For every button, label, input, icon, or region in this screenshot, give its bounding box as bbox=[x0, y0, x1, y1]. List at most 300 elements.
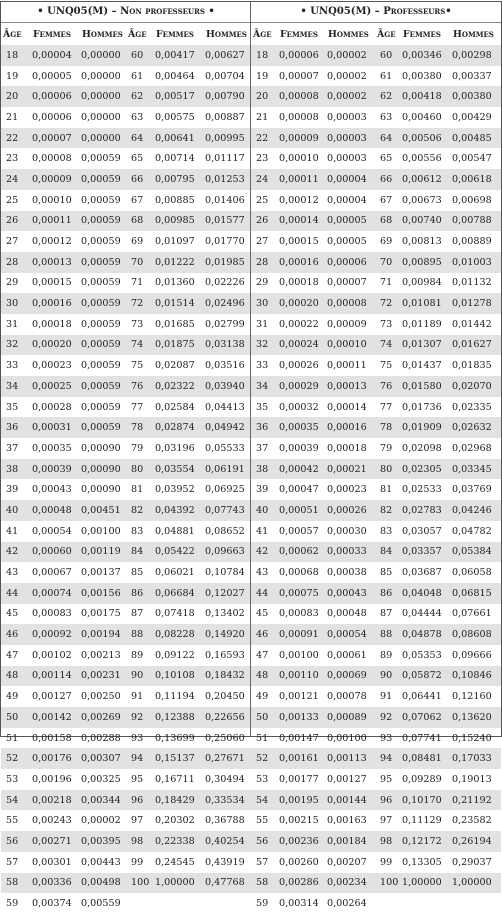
femmes-cell: 0,00271 bbox=[31, 831, 80, 852]
age-cell bbox=[375, 893, 401, 914]
table-row bbox=[1, 645, 251, 666]
hommes-cell: 0,00048 bbox=[327, 608, 367, 620]
hommes-cell: 0,04942 bbox=[204, 417, 251, 438]
hommes-cell: 0,00498 bbox=[80, 873, 126, 894]
age-cell: 42 bbox=[1, 542, 31, 563]
hommes-cell: 0,00100 bbox=[327, 732, 367, 744]
hommes-cell: 0,00026 bbox=[326, 500, 375, 521]
age-cell: 71 bbox=[131, 277, 144, 289]
column-header: Âge bbox=[377, 28, 396, 40]
hommes-cell: 0,02632 bbox=[451, 417, 501, 438]
femmes-cell: 0,04444 bbox=[402, 608, 442, 620]
femmes-cell: 0,00060 bbox=[31, 542, 80, 563]
age-cell: 38 bbox=[251, 459, 278, 480]
age-cell: 50 bbox=[1, 707, 31, 728]
femmes-cell: 0,00042 bbox=[278, 459, 326, 480]
hommes-cell: 0,00175 bbox=[81, 608, 121, 620]
hommes-cell: 0,00485 bbox=[451, 128, 501, 149]
femmes-cell: 0,01360 bbox=[155, 277, 195, 289]
hommes-cell: 0,00344 bbox=[80, 790, 126, 811]
table-row bbox=[251, 604, 501, 625]
femmes-cell: 0,00158 bbox=[32, 732, 72, 744]
hommes-cell: 0,00059 bbox=[80, 376, 126, 397]
femmes-cell: 0,00018 bbox=[279, 277, 319, 289]
hommes-cell: 0,01770 bbox=[205, 236, 245, 248]
hommes-cell: 0,33534 bbox=[204, 790, 251, 811]
table-row bbox=[251, 66, 501, 87]
hommes-cell: 0,13620 bbox=[451, 707, 501, 728]
hommes-cell: 0,00007 bbox=[327, 277, 367, 289]
age-cell: 33 bbox=[256, 360, 269, 372]
age-cell: 69 bbox=[131, 236, 144, 248]
femmes-cell: 0,02783 bbox=[401, 500, 451, 521]
age-cell: 77 bbox=[380, 401, 393, 413]
table-row bbox=[251, 107, 501, 128]
table-row bbox=[251, 769, 501, 790]
age-cell: 51 bbox=[6, 732, 19, 744]
hommes-cell: 0,00061 bbox=[327, 649, 367, 661]
table-non-professeurs bbox=[1, 1, 251, 914]
hommes-cell: 0,09666 bbox=[452, 649, 492, 661]
femmes-cell: 0,00243 bbox=[32, 815, 72, 827]
hommes-cell: 0,01985 bbox=[204, 252, 251, 273]
column-header: Hommes bbox=[82, 28, 123, 40]
femmes-cell: 0,02584 bbox=[155, 401, 195, 413]
column-header: Hommes bbox=[328, 28, 369, 40]
femmes-cell: 0,00218 bbox=[31, 790, 80, 811]
age-cell: 31 bbox=[6, 318, 19, 330]
hommes-cell: 0,06058 bbox=[452, 567, 492, 579]
femmes-cell: 0,00127 bbox=[32, 691, 72, 703]
table-title: • UNQ05(M) – Non professeurs • bbox=[1, 1, 251, 23]
age-cell: 78 bbox=[375, 417, 401, 438]
hommes-cell: 0,00008 bbox=[326, 293, 375, 314]
femmes-cell: 0,00006 bbox=[31, 86, 80, 107]
femmes-cell: 0,00016 bbox=[31, 293, 80, 314]
hommes-cell: 0,00000 bbox=[81, 70, 121, 82]
femmes-cell: 0,00236 bbox=[278, 831, 326, 852]
age-cell: 75 bbox=[380, 360, 393, 372]
age-cell: 55 bbox=[6, 815, 19, 827]
age-cell: 22 bbox=[251, 128, 278, 149]
femmes-cell: 0,00740 bbox=[401, 211, 451, 232]
table-row bbox=[1, 831, 251, 852]
age-cell: 82 bbox=[375, 500, 401, 521]
femmes-cell: 0,00020 bbox=[31, 335, 80, 356]
table-row bbox=[1, 604, 251, 625]
age-cell: 78 bbox=[126, 417, 154, 438]
hommes-cell: 0,01253 bbox=[204, 169, 251, 190]
age-cell: 31 bbox=[256, 318, 269, 330]
hommes-cell: 0,10784 bbox=[205, 567, 245, 579]
table-row bbox=[251, 459, 501, 480]
table-row bbox=[1, 231, 251, 252]
table-row bbox=[251, 376, 501, 397]
hommes-cell: 0,04782 bbox=[452, 525, 492, 537]
hommes-cell: 0,00337 bbox=[452, 70, 492, 82]
age-cell: 59 bbox=[256, 898, 269, 910]
table-professeurs bbox=[251, 1, 501, 914]
femmes-cell: 0,15137 bbox=[154, 748, 204, 769]
age-cell: 57 bbox=[6, 856, 19, 868]
age-cell: 60 bbox=[375, 45, 401, 66]
femmes-cell: 0,00673 bbox=[402, 194, 442, 206]
hommes-cell: 0,00059 bbox=[80, 417, 126, 438]
femmes-cell: 0,00051 bbox=[278, 500, 326, 521]
femmes-cell: 0,12388 bbox=[154, 707, 204, 728]
age-cell: 69 bbox=[380, 236, 393, 248]
table-row bbox=[251, 645, 501, 666]
hommes-cell: 0,00002 bbox=[81, 815, 121, 827]
age-cell: 97 bbox=[131, 815, 144, 827]
hommes-cell: 0,05533 bbox=[205, 442, 245, 454]
hommes-cell bbox=[451, 893, 501, 914]
hommes-cell: 0,00451 bbox=[80, 500, 126, 521]
femmes-cell: 0,00011 bbox=[278, 169, 326, 190]
age-cell: 49 bbox=[256, 691, 269, 703]
hommes-cell: 0,01406 bbox=[205, 194, 245, 206]
femmes-cell: 0,00054 bbox=[32, 525, 72, 537]
femmes-cell: 0,00010 bbox=[32, 194, 72, 206]
femmes-cell: 0,05422 bbox=[154, 542, 204, 563]
age-cell: 42 bbox=[251, 542, 278, 563]
table-row bbox=[1, 293, 251, 314]
age-cell: 73 bbox=[380, 318, 393, 330]
femmes-cell: 0,06021 bbox=[155, 567, 195, 579]
femmes-cell: 0,09289 bbox=[402, 773, 442, 785]
femmes-cell: 0,03554 bbox=[154, 459, 204, 480]
hommes-cell: 0,00090 bbox=[80, 459, 126, 480]
femmes-cell: 0,00011 bbox=[31, 211, 80, 232]
femmes-cell: 0,04048 bbox=[401, 583, 451, 604]
hommes-cell: 0,00003 bbox=[327, 153, 367, 165]
femmes-cell: 0,00556 bbox=[402, 153, 442, 165]
age-cell: 36 bbox=[251, 417, 278, 438]
femmes-cell: 0,02305 bbox=[401, 459, 451, 480]
age-cell: 18 bbox=[1, 45, 31, 66]
hommes-cell: 0,00627 bbox=[204, 45, 251, 66]
femmes-cell: 0,22338 bbox=[154, 831, 204, 852]
femmes-cell: 0,13305 bbox=[402, 856, 442, 868]
table-row bbox=[1, 397, 251, 418]
femmes-cell: 0,00133 bbox=[278, 707, 326, 728]
hommes-cell: 0,14920 bbox=[204, 624, 251, 645]
age-cell: 25 bbox=[256, 194, 269, 206]
hommes-cell: 0,00269 bbox=[80, 707, 126, 728]
femmes-cell: 0,24545 bbox=[155, 856, 195, 868]
hommes-cell: 0,00288 bbox=[81, 732, 121, 744]
femmes-cell: 0,00147 bbox=[279, 732, 319, 744]
femmes-cell: 0,00795 bbox=[154, 169, 204, 190]
femmes-cell: 0,01097 bbox=[155, 236, 195, 248]
table-row bbox=[1, 666, 251, 687]
table-row bbox=[1, 893, 251, 914]
age-cell: 37 bbox=[6, 442, 19, 454]
femmes-cell: 0,00286 bbox=[278, 873, 326, 894]
age-cell: 35 bbox=[256, 401, 269, 413]
table-row bbox=[251, 666, 501, 687]
age-cell: 65 bbox=[131, 153, 144, 165]
age-cell: 61 bbox=[131, 70, 144, 82]
age-cell: 85 bbox=[131, 567, 144, 579]
panel-non-professeurs bbox=[1, 1, 251, 910]
femmes-cell: 0,00984 bbox=[402, 277, 442, 289]
femmes-cell: 0,00010 bbox=[279, 153, 319, 165]
age-cell: 43 bbox=[6, 567, 19, 579]
femmes-cell: 0,00714 bbox=[155, 153, 195, 165]
column-header: Âge bbox=[253, 28, 272, 40]
age-cell: 70 bbox=[126, 252, 154, 273]
femmes-cell: 0,10108 bbox=[154, 666, 204, 687]
age-cell: 99 bbox=[380, 856, 393, 868]
femmes-cell: 0,00062 bbox=[278, 542, 326, 563]
age-cell: 32 bbox=[1, 335, 31, 356]
panel-professeurs bbox=[251, 1, 501, 910]
hommes-cell: 0,00429 bbox=[452, 111, 492, 123]
hommes-cell: 0,01278 bbox=[451, 293, 501, 314]
age-cell: 33 bbox=[6, 360, 19, 372]
table-row bbox=[1, 107, 251, 128]
age-cell: 47 bbox=[6, 649, 19, 661]
hommes-cell: 0,08652 bbox=[205, 525, 245, 537]
femmes-cell: 0,00075 bbox=[278, 583, 326, 604]
hommes-cell: 0,00113 bbox=[326, 748, 375, 769]
table-row bbox=[1, 273, 251, 294]
hommes-cell: 0,00011 bbox=[327, 360, 367, 372]
hommes-cell: 0,00059 bbox=[80, 211, 126, 232]
table-row bbox=[251, 521, 501, 542]
hommes-cell: 0,00014 bbox=[327, 401, 367, 413]
table-row bbox=[251, 190, 501, 211]
age-cell: 32 bbox=[251, 335, 278, 356]
age-cell: 72 bbox=[375, 293, 401, 314]
hommes-cell: 0,00000 bbox=[80, 45, 126, 66]
hommes-cell: 0,00184 bbox=[326, 831, 375, 852]
femmes-cell: 0,00110 bbox=[278, 666, 326, 687]
femmes-cell: 0,04881 bbox=[155, 525, 195, 537]
table-row bbox=[251, 148, 501, 169]
femmes-cell: 0,00092 bbox=[31, 624, 80, 645]
age-cell: 62 bbox=[375, 86, 401, 107]
age-cell: 95 bbox=[131, 773, 144, 785]
age-cell: 61 bbox=[380, 70, 393, 82]
femmes-cell: 0,00215 bbox=[279, 815, 319, 827]
age-cell: 95 bbox=[380, 773, 393, 785]
age-cell: 27 bbox=[6, 236, 19, 248]
femmes-cell: 0,00008 bbox=[278, 86, 326, 107]
hommes-cell: 0,01117 bbox=[205, 153, 245, 165]
age-cell: 22 bbox=[1, 128, 31, 149]
femmes-cell: 0,00374 bbox=[32, 898, 72, 910]
femmes-cell: 0,00575 bbox=[155, 111, 195, 123]
femmes-cell: 0,00813 bbox=[402, 236, 442, 248]
age-cell: 96 bbox=[375, 790, 401, 811]
age-cell: 27 bbox=[256, 236, 269, 248]
age-cell: 76 bbox=[375, 376, 401, 397]
hommes-cell: 0,00059 bbox=[80, 293, 126, 314]
age-cell: 76 bbox=[126, 376, 154, 397]
femmes-cell: 0,00005 bbox=[32, 70, 72, 82]
table-row bbox=[251, 810, 501, 831]
femmes-cell: 1,00000 bbox=[154, 873, 204, 894]
hommes-cell: 0,00090 bbox=[81, 484, 121, 496]
age-cell: 100 bbox=[375, 873, 401, 894]
hommes-cell: 0,00069 bbox=[326, 666, 375, 687]
age-cell: 40 bbox=[1, 500, 31, 521]
femmes-cell: 0,00009 bbox=[31, 169, 80, 190]
age-cell: 38 bbox=[1, 459, 31, 480]
hommes-cell: 0,04246 bbox=[451, 500, 501, 521]
hommes-cell: 0,01132 bbox=[452, 277, 492, 289]
table-row bbox=[251, 583, 501, 604]
femmes-cell: 0,06684 bbox=[154, 583, 204, 604]
femmes-cell: 0,01222 bbox=[154, 252, 204, 273]
hommes-cell: 0,02968 bbox=[452, 442, 492, 454]
table-row bbox=[251, 707, 501, 728]
age-cell: 53 bbox=[6, 773, 19, 785]
hommes-cell: 0,00298 bbox=[451, 45, 501, 66]
age-cell: 99 bbox=[131, 856, 144, 868]
femmes-cell: 0,08228 bbox=[154, 624, 204, 645]
femmes-cell: 0,00007 bbox=[31, 128, 80, 149]
age-cell: 28 bbox=[1, 252, 31, 273]
age-cell: 98 bbox=[375, 831, 401, 852]
table-row bbox=[251, 748, 501, 769]
age-cell: 40 bbox=[251, 500, 278, 521]
hommes-cell: 0,16593 bbox=[205, 649, 245, 661]
femmes-cell: 0,02322 bbox=[154, 376, 204, 397]
femmes-cell: 0,20302 bbox=[155, 815, 195, 827]
age-cell: 91 bbox=[131, 691, 144, 703]
femmes-cell: 0,00460 bbox=[402, 111, 442, 123]
femmes-cell: 0,05353 bbox=[402, 649, 442, 661]
table-row bbox=[1, 459, 251, 480]
age-cell: 85 bbox=[380, 567, 393, 579]
hommes-cell: 0,01577 bbox=[204, 211, 251, 232]
table-row bbox=[251, 417, 501, 438]
femmes-cell: 0,00114 bbox=[31, 666, 80, 687]
age-cell: 47 bbox=[256, 649, 269, 661]
age-cell: 39 bbox=[256, 484, 269, 496]
age-cell: 75 bbox=[131, 360, 144, 372]
femmes-cell: 0,00032 bbox=[279, 401, 319, 413]
femmes-cell: 0,03952 bbox=[155, 484, 195, 496]
hommes-cell: 0,00119 bbox=[80, 542, 126, 563]
femmes-cell: 0,00895 bbox=[401, 252, 451, 273]
hommes-cell: 0,03940 bbox=[204, 376, 251, 397]
femmes-cell: 0,00985 bbox=[154, 211, 204, 232]
age-cell: 92 bbox=[126, 707, 154, 728]
age-cell: 83 bbox=[131, 525, 144, 537]
age-cell: 41 bbox=[256, 525, 269, 537]
femmes-cell: 0,02087 bbox=[155, 360, 195, 372]
table-row bbox=[1, 583, 251, 604]
age-cell: 90 bbox=[126, 666, 154, 687]
femmes-cell: 0,01909 bbox=[401, 417, 451, 438]
hommes-cell: 0,29037 bbox=[452, 856, 492, 868]
age-cell: 45 bbox=[6, 608, 19, 620]
hommes-cell: 0,02335 bbox=[452, 401, 492, 413]
age-cell: 19 bbox=[256, 70, 269, 82]
hommes-cell: 0,13402 bbox=[205, 608, 245, 620]
hommes-cell: 0,00010 bbox=[326, 335, 375, 356]
hommes-cell: 0,00003 bbox=[327, 111, 367, 123]
hommes-cell: 0,27671 bbox=[204, 748, 251, 769]
femmes-cell: 0,00035 bbox=[32, 442, 72, 454]
age-cell: 80 bbox=[126, 459, 154, 480]
age-cell: 91 bbox=[380, 691, 393, 703]
femmes-cell: 0,11129 bbox=[402, 815, 442, 827]
age-cell: 51 bbox=[256, 732, 269, 744]
hommes-cell: 0,23582 bbox=[452, 815, 492, 827]
femmes-cell: 0,00025 bbox=[31, 376, 80, 397]
age-cell: 39 bbox=[6, 484, 19, 496]
age-cell: 64 bbox=[375, 128, 401, 149]
femmes-cell: 0,01514 bbox=[154, 293, 204, 314]
femmes-cell: 0,00196 bbox=[32, 773, 72, 785]
age-cell: 63 bbox=[380, 111, 393, 123]
age-cell: 66 bbox=[375, 169, 401, 190]
hommes-cell: 0,02226 bbox=[205, 277, 245, 289]
table-row bbox=[251, 790, 501, 811]
femmes-cell: 0,00026 bbox=[279, 360, 319, 372]
age-cell: 82 bbox=[126, 500, 154, 521]
hommes-cell: 0,21192 bbox=[451, 790, 501, 811]
age-cell: 24 bbox=[1, 169, 31, 190]
hommes-cell: 0,00000 bbox=[80, 86, 126, 107]
table-row bbox=[1, 500, 251, 521]
hommes-cell: 0,00004 bbox=[327, 194, 367, 206]
age-cell: 68 bbox=[375, 211, 401, 232]
hommes-cell: 0,00059 bbox=[81, 401, 121, 413]
femmes-cell: 0,00015 bbox=[32, 277, 72, 289]
hommes-cell: 0,00090 bbox=[81, 442, 121, 454]
femmes-cell: 0,09122 bbox=[155, 649, 195, 661]
femmes-cell: 0,00039 bbox=[279, 442, 319, 454]
femmes-cell: 0,01875 bbox=[154, 335, 204, 356]
age-cell: 66 bbox=[126, 169, 154, 190]
age-cell: 77 bbox=[131, 401, 144, 413]
age-cell: 41 bbox=[6, 525, 19, 537]
hommes-cell: 0,00213 bbox=[81, 649, 121, 661]
age-cell: 34 bbox=[1, 376, 31, 397]
age-cell: 58 bbox=[1, 873, 31, 894]
age-cell: 98 bbox=[126, 831, 154, 852]
femmes-cell: 0,00380 bbox=[402, 70, 442, 82]
age-cell: 93 bbox=[380, 732, 393, 744]
age-cell: 86 bbox=[126, 583, 154, 604]
hommes-cell: 0,10846 bbox=[451, 666, 501, 687]
age-cell: 25 bbox=[6, 194, 19, 206]
table-row bbox=[251, 45, 501, 66]
age-cell: 52 bbox=[1, 748, 31, 769]
femmes-cell: 0,00612 bbox=[401, 169, 451, 190]
femmes-cell: 0,01736 bbox=[402, 401, 442, 413]
femmes-cell: 0,00018 bbox=[32, 318, 72, 330]
hommes-cell: 0,15240 bbox=[452, 732, 492, 744]
table-row bbox=[1, 355, 251, 376]
age-cell: 97 bbox=[380, 815, 393, 827]
hommes-cell: 0,00889 bbox=[452, 236, 492, 248]
femmes-cell: 0,00006 bbox=[32, 111, 72, 123]
age-cell: 92 bbox=[375, 707, 401, 728]
age-cell: 90 bbox=[375, 666, 401, 687]
table-row bbox=[251, 231, 501, 252]
table-row bbox=[251, 624, 501, 645]
table-row bbox=[251, 852, 501, 873]
table-row bbox=[251, 169, 501, 190]
hommes-cell: 0,09663 bbox=[204, 542, 251, 563]
